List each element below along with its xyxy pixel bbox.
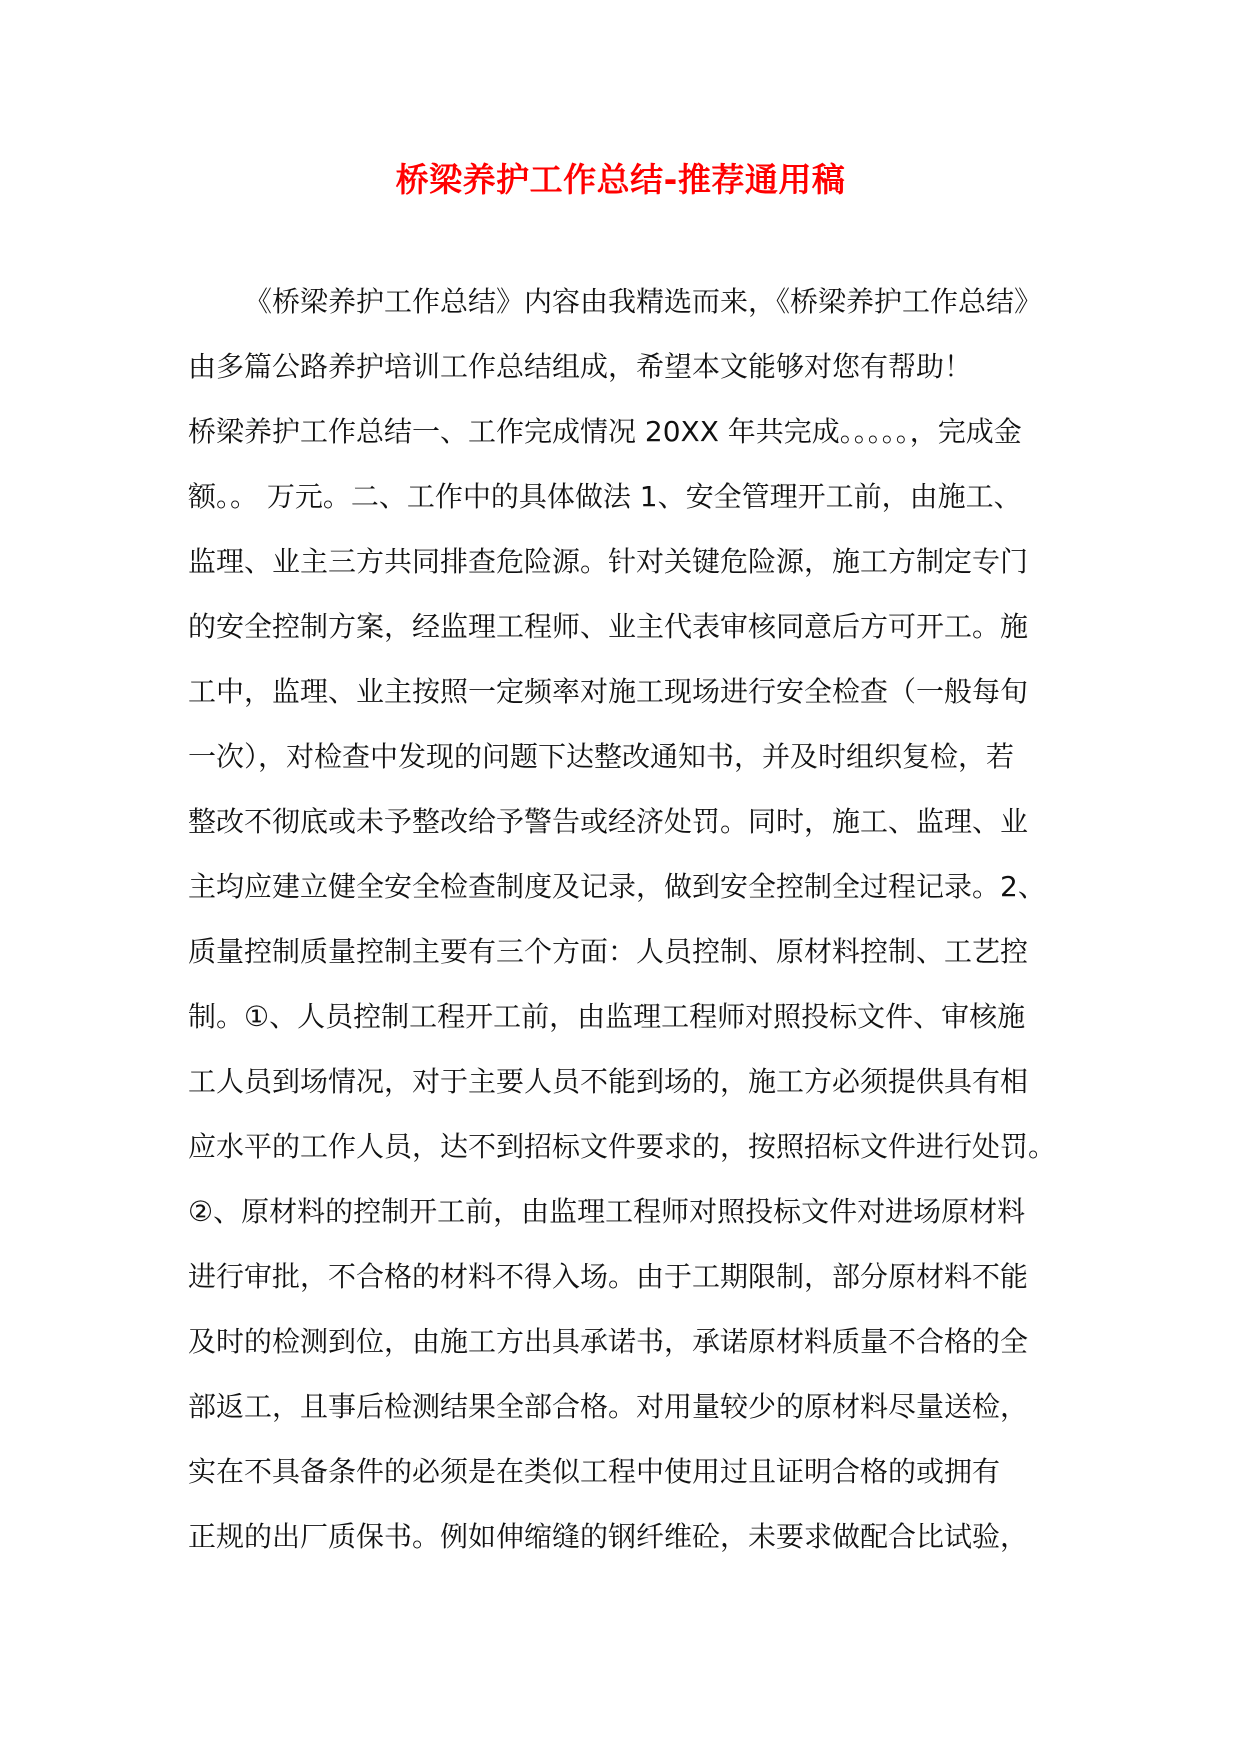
text-line: 进行审批，不合格的材料不得入场。由于工期限制，部分原材料不能 [188,1260,1029,1293]
text-line: 由多篇公路养护培训工作总结组成，希望本文能够对您有帮助！ [188,350,973,383]
text-line: 工中，监理、业主按照一定频率对施工现场进行安全检查（一般每旬 [188,675,1029,708]
text-line: 一次），对检查中发现的问题下达整改通知书，并及时组织复检，若 [188,740,1015,773]
text-line: 工人员到场情况，对于主要人员不能到场的，施工方必须提供具有相 [188,1065,1029,1098]
text-line: 额。。 万元。二、工作中的具体做法 1、安全管理开工前，由施工、 [188,480,1022,513]
text-line: 的安全控制方案，经监理工程师、业主代表审核同意后方可开工。施 [188,610,1029,643]
text-line: 部返工，且事后检测结果全部合格。对用量较少的原材料尽量送检， [188,1390,1029,1423]
text-line: 主均应建立健全安全检查制度及记录，做到安全控制全过程记录。2、 [188,870,1046,903]
text-line: 整改不彻底或未予整改给予警告或经济处罚。同时，施工、监理、业 [188,805,1029,838]
document-body [188,282,1088,1582]
text-line: 应水平的工作人员，达不到招标文件要求的，按照招标文件进行处罚。 [188,1130,1057,1163]
text-line: 正规的出厂质保书。例如伸缩缝的钢纤维砼，未要求做配合比试验， [188,1520,1029,1553]
text-line: 监理、业主三方共同排查危险源。针对关键危险源，施工方制定专门 [188,545,1029,578]
text-line: 及时的检测到位，由施工方出具承诺书，承诺原材料质量不合格的全 [188,1325,1029,1358]
text-line: 制。①、人员控制工程开工前，由监理工程师对照投标文件、审核施 [188,1000,1026,1033]
text-line: ②、原材料的控制开工前，由监理工程师对照投标文件对进场原材料 [188,1195,1026,1228]
text-line: 桥梁养护工作总结一、工作完成情况 20XX 年共完成。。。。。，完成金 [188,415,1022,448]
text-line: 质量控制质量控制主要有三个方面：人员控制、原材料控制、工艺控 [188,935,1029,968]
document-title: 桥梁养护工作总结-推荐通用稿 [395,160,846,199]
text-line: 《桥梁养护工作总结》内容由我精选而来，《桥梁养护工作总结》 [244,285,1043,318]
text-line: 实在不具备条件的必须是在类似工程中使用过且证明合格的或拥有 [188,1455,1001,1488]
